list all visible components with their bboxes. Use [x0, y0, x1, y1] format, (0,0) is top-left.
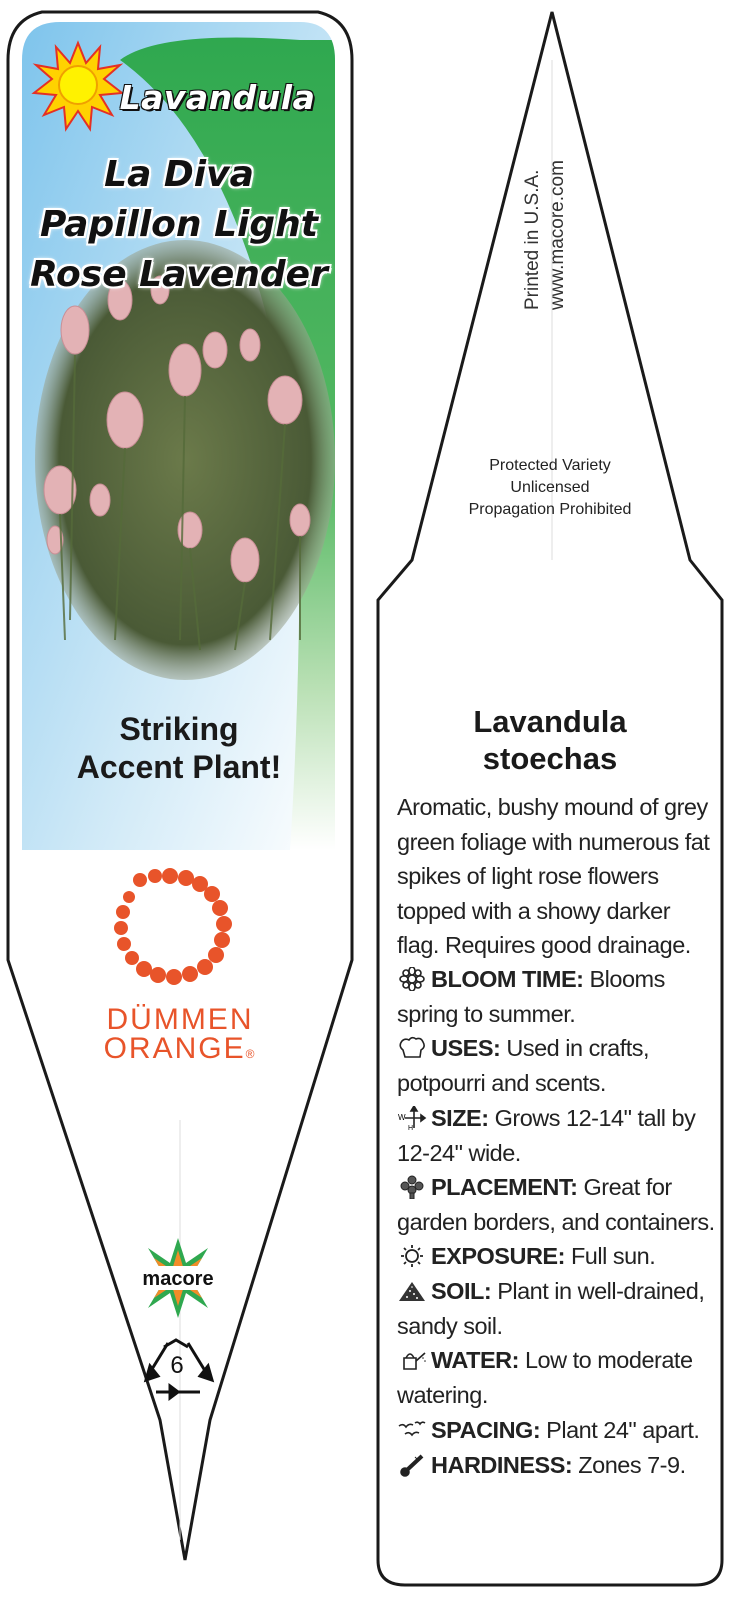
brand-line: DÜMMEN	[106, 1003, 254, 1036]
attr-water: WATER: Low to moderate watering.	[397, 1347, 693, 1408]
birds-icon	[397, 1418, 427, 1442]
front-genus-title: Lavandula	[119, 78, 316, 117]
attr-exposure: EXPOSURE: Full sun.	[397, 1239, 715, 1274]
chef-hat-icon	[397, 1036, 427, 1060]
attr-spacing: SPACING: Plant 24" apart.	[397, 1413, 715, 1448]
watering-can-icon	[397, 1348, 427, 1372]
protected-line: Protected Variety	[489, 457, 611, 474]
registered-mark: ®	[245, 1047, 257, 1061]
macore-text: macore	[142, 1268, 214, 1290]
plant-description: Aromatic, bushy mound of grey green foliage with numerous fat spikes of light rose flowers topped with a showy darker flag. Requires good drainage.	[397, 794, 710, 958]
svg-text:W: W	[398, 1113, 406, 1122]
attr-hardiness: HARDINESS: Zones 7-9.	[397, 1448, 715, 1483]
thermometer-icon	[397, 1453, 427, 1477]
attr-uses: USES: Used in crafts, potpourri and scents.	[397, 1035, 650, 1096]
printed-line: Printed in U.S.A.	[522, 169, 543, 310]
svg-text:H: H	[408, 1125, 413, 1130]
cultivar-line: La Diva	[104, 154, 254, 195]
flower-icon	[397, 967, 427, 991]
cultivar-line: Papillon Light	[40, 204, 318, 245]
brand-name	[70, 1005, 290, 1069]
size-arrows-icon	[397, 1106, 427, 1130]
soil-pile-icon	[397, 1279, 427, 1303]
species-line: Lavandula	[473, 704, 627, 739]
front-tagline	[30, 710, 328, 786]
plants-icon	[397, 1175, 427, 1199]
protected-line: Unlicensed	[510, 479, 590, 496]
sun-outline-icon	[397, 1244, 427, 1268]
printed-line: www.macore.com	[547, 160, 568, 310]
species-line: stoechas	[482, 741, 618, 776]
tagline-line: Striking	[119, 711, 239, 747]
tagline-line: Accent Plant!	[76, 749, 282, 785]
front-cultivar-title	[30, 150, 328, 300]
attr-size: W H SIZE: Grows 12-14" tall by 12-24" wide.	[397, 1105, 696, 1166]
attr-bloom-time: BLOOM TIME: Blooms spring to summer.	[397, 966, 665, 1027]
cultivar-line: Rose Lavender	[30, 254, 328, 295]
attr-soil: SOIL: Plant in well-drained, sandy soil.	[397, 1278, 705, 1339]
recycle-number: 6	[170, 1352, 184, 1379]
protected-variety-notice	[430, 455, 670, 521]
brand-line: ORANGE®	[103, 1032, 257, 1065]
species-title	[390, 703, 710, 777]
attr-placement: PLACEMENT: Great for garden borders, and containers.	[397, 1174, 715, 1235]
protected-line: Propagation Prohibited	[468, 501, 632, 518]
